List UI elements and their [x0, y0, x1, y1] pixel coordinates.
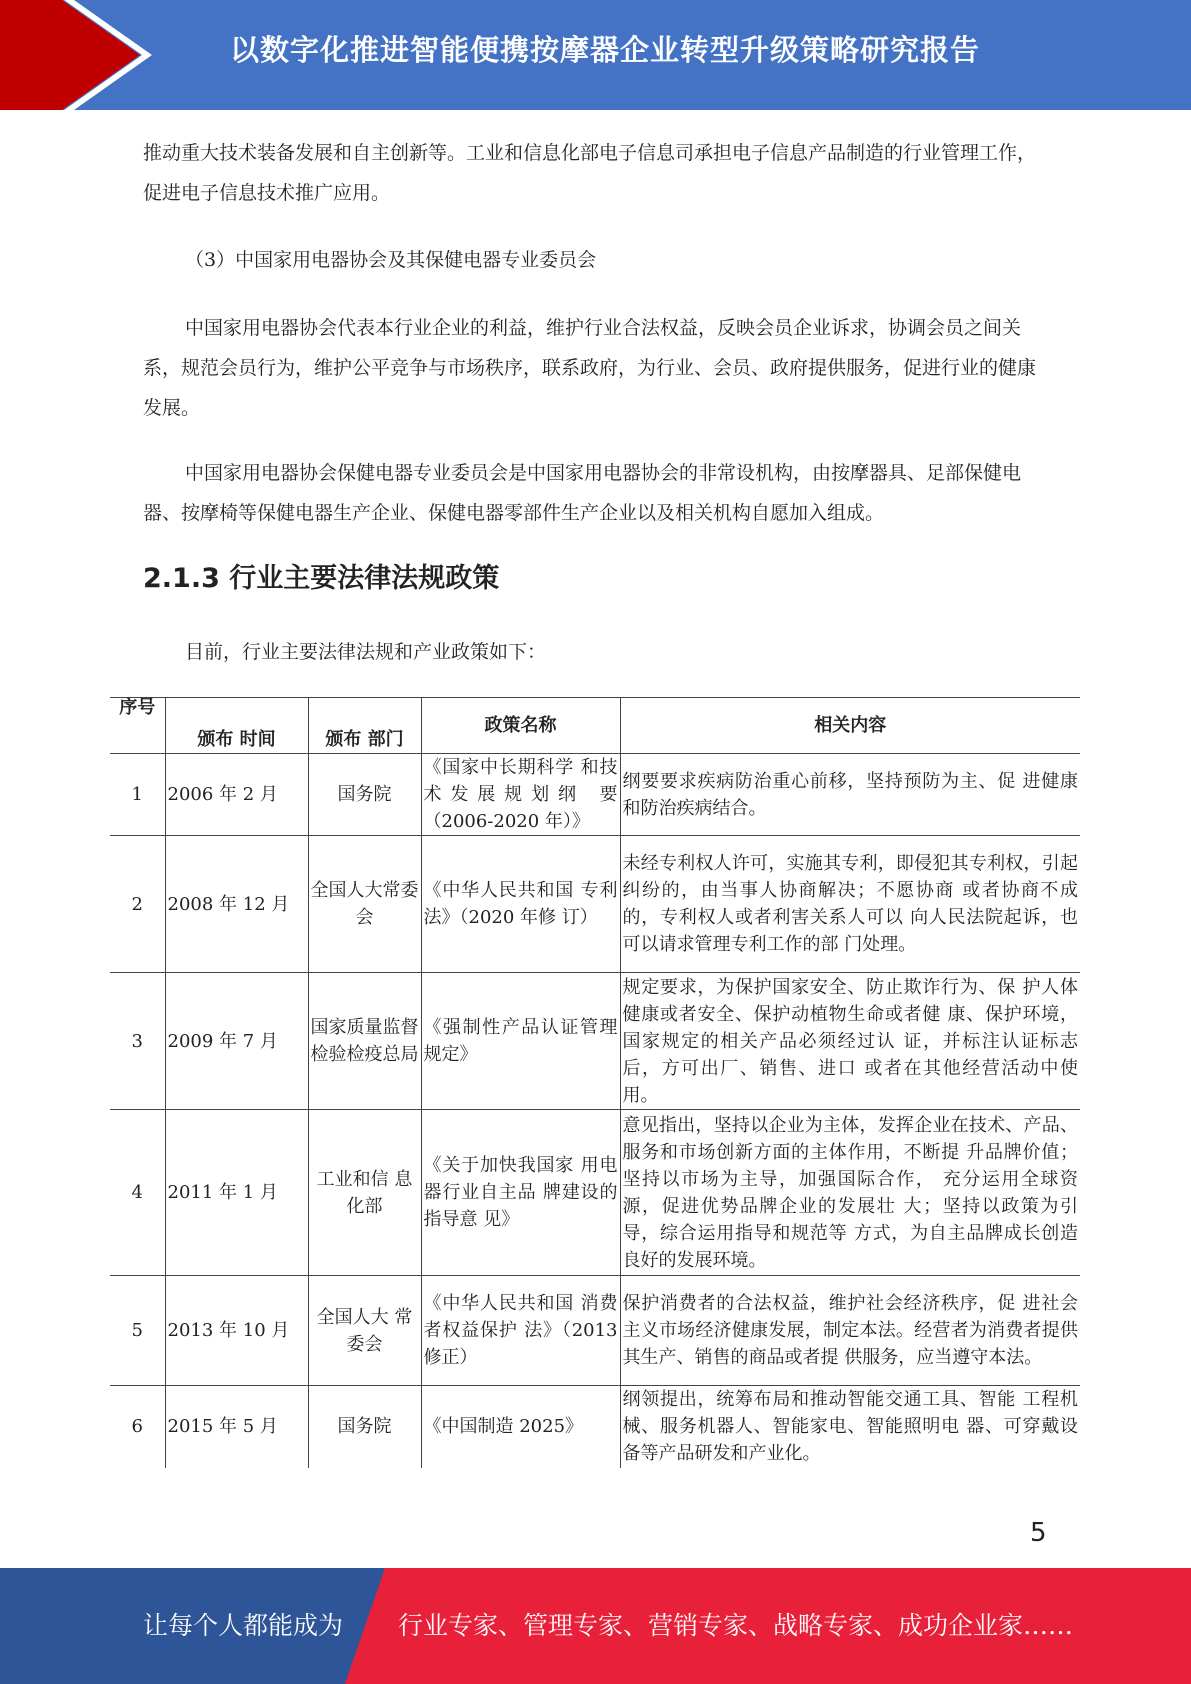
- row-date: 2006 年 2 月: [165, 754, 308, 836]
- row-date: 2015 年 5 月: [165, 1386, 308, 1468]
- row-policy-name: 《中国制造 2025》: [421, 1386, 620, 1468]
- row-policy-name: 《中华人民共和国 专利法》（2020 年修 订）: [421, 836, 620, 973]
- row-date: 2011 年 1 月: [165, 1110, 308, 1276]
- row-date: 2013 年 10 月: [165, 1276, 308, 1386]
- row-content: 意见指出，坚持以企业为主体，发挥企业在技术、产品、服务和市场创新方面的主体作用，不断提 升品牌价值；坚持以市场为主导，加强国际合作， 充分运用全球资源，促进优势品牌企业的发展壮 大；坚持以政策为引导，综合运用指导和规范等 方式，为自主品牌成长创造良好的发展环境。: [620, 1110, 1080, 1276]
- subheading-3: （3）中国家用电器协会及其保健电器专业委员会: [185, 249, 597, 271]
- row-dept: 国务院: [308, 1386, 421, 1468]
- row-policy-name: 《国家中长期科学 和技术发展规划纲 要（2006-2020 年）》: [421, 754, 620, 836]
- table-row: [110, 1386, 1080, 1468]
- row-content: 纲领提出，统筹布局和推动智能交通工具、智能 工程机械、服务机器人、智能家电、智能照明电 器、可穿戴设备等产品研发和产业化。: [620, 1386, 1080, 1468]
- body-paragraph-1: 推动重大技术装备发展和自主创新等。工业和信息化部电子信息司承担电子信息产品制造的行业管理工作，促进电子信息技术推广应用。: [143, 142, 1037, 204]
- page-header: [0, 0, 1191, 110]
- row-content: 保护消费者的合法权益，维护社会经济秩序，促 进社会主义市场经济健康发展，制定本法。经营者为消费者提供其生产、销售的商品或者提 供服务，应当遵守本法。: [620, 1276, 1080, 1386]
- footer-slogan-left: 让每个人都能成为: [143, 1611, 344, 1640]
- page-number: 5: [1030, 1518, 1047, 1548]
- header-num: 序号: [110, 698, 165, 754]
- table-header-row: [110, 698, 1080, 754]
- table-row: [110, 754, 1080, 836]
- table-row: [110, 973, 1080, 1110]
- row-policy-name: 《关于加快我国家 用电器行业自主品 牌建设的指导意 见》: [421, 1110, 620, 1276]
- row-num: 1: [110, 754, 165, 836]
- row-num: 5: [110, 1276, 165, 1386]
- row-num: 2: [110, 836, 165, 973]
- table-row: [110, 1110, 1080, 1276]
- row-content: 纲要要求疾病防治重心前移，坚持预防为主、促 进健康和防治疾病结合。: [620, 754, 1080, 836]
- row-dept: 国家质量监督检验检疫总局: [308, 973, 421, 1110]
- table-row: [110, 836, 1080, 973]
- body-paragraph-2: 中国家用电器协会代表本行业企业的利益，维护行业合法权益，反映会员企业诉求，协调会员之间关系，规范会员行为，维护公平竞争与市场秩序，联系政府，为行业、会员、政府提供服务，促进行业的健康发展。: [143, 317, 1037, 419]
- header-date: 颁布 时间: [165, 698, 308, 754]
- row-date: 2009 年 7 月: [165, 973, 308, 1110]
- header-dept: 颁布 部门: [308, 698, 421, 754]
- row-num: 3: [110, 973, 165, 1110]
- table-intro: 目前，行业主要法律法规和产业政策如下：: [185, 641, 547, 663]
- footer-slogan-right: 行业专家、管理专家、营销专家、战略专家、成功企业家……: [398, 1611, 1074, 1640]
- row-content: 规定要求，为保护国家安全、防止欺诈行为、保 护人体健康或者安全、保护动植物生命或者健 康、保护环境，国家规定的相关产品必须经过认 证，并标注认证标志后，方可出厂、销售、进口 或者在其他经营活动中使用。: [620, 973, 1080, 1110]
- row-num: 6: [110, 1386, 165, 1468]
- table-row: [110, 1276, 1080, 1386]
- row-policy-name: 《中华人民共和国 消费者权益保护 法》（2013 修正）: [421, 1276, 620, 1386]
- row-dept: 国务院: [308, 754, 421, 836]
- row-dept: 工业和信 息化部: [308, 1110, 421, 1276]
- header-title: 以数字化推进智能便携按摩器企业转型升级策略研究报告: [230, 33, 981, 67]
- header-content: 相关内容: [620, 698, 1080, 754]
- policy-table: [110, 697, 1080, 1468]
- row-content: 未经专利权人许可，实施其专利，即侵犯其专利权，引起纠纷的，由当事人协商解决；不愿协商 或者协商不成的，专利权人或者利害关系人可以 向人民法院起诉，也可以请求管理专利工作的部 门处理。: [620, 836, 1080, 973]
- page-footer: [0, 1568, 1191, 1684]
- row-policy-name: 《强制性产品认证管理规定》: [421, 973, 620, 1110]
- row-dept: 全国人大 常委会: [308, 1276, 421, 1386]
- body-paragraph-3: 中国家用电器协会保健电器专业委员会是中国家用电器协会的非常设机构，由按摩器具、足部保健电器、按摩椅等保健电器生产企业、保健电器零部件生产企业以及相关机构自愿加入组成。: [143, 462, 1022, 524]
- row-date: 2008 年 12 月: [165, 836, 308, 973]
- section-heading: 2.1.3 行业主要法律法规政策: [143, 563, 500, 594]
- row-dept: 全国人大常委会: [308, 836, 421, 973]
- row-num: 4: [110, 1110, 165, 1276]
- header-name: 政策名称: [421, 698, 620, 754]
